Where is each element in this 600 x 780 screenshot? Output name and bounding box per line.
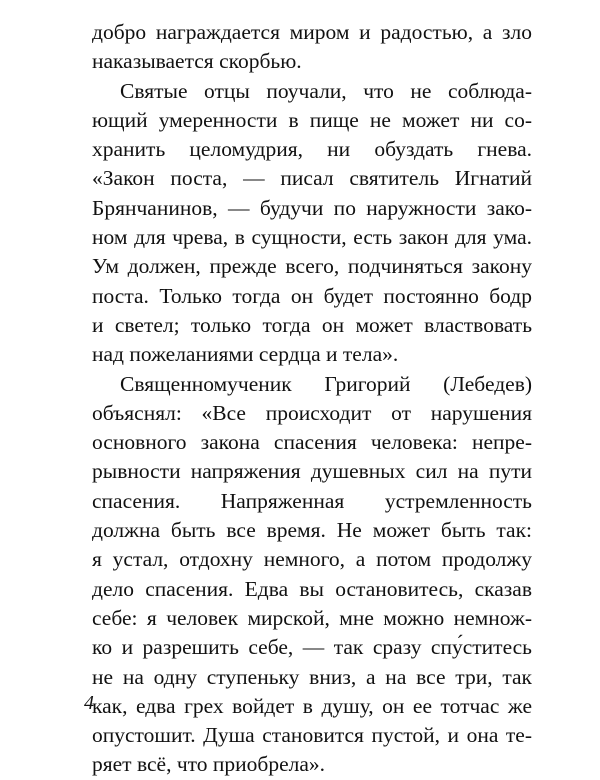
text-line: Брянчанинов, — будучи по наружности зако- [92,195,532,220]
text-line: не на одну ступеньку вниз, а на все три, так [92,664,532,689]
text-line: я устал, отдохну немного, а потом продолжу [92,547,532,572]
text-line: опустошит. Душа становится пустой, и она те- [92,723,532,748]
text-line: как, едва грех войдет в душу, он ее тотчас же [92,693,532,718]
text-line: ко и разрешить себе, — так сразу спу́ститесь [92,635,532,660]
text-line: Ум должен, прежде всего, подчиняться закону [92,254,532,279]
text-line: Святые отцы поучали, что не соблюда- [120,78,532,103]
text-line: «Закон поста, — писал святитель Игнатий [92,166,532,191]
text-line: над пожеланиями сердца и тела». [92,342,399,367]
text-line: основного закона спасения человека: непре- [92,430,532,455]
text-line: добро награждается миром и радостью, а зло [92,20,532,44]
text-line: себе: я человек мирской, мне можно немнож- [92,605,532,630]
page-number: 4 [84,692,94,714]
text-line: дело спасения. Едва вы остановитесь, сказав [92,576,532,601]
text-line: хранить целомудрия, ни обуздать гнева. [92,137,532,162]
text-line: поста. Только тогда он будет постоянно бодр [92,283,532,308]
text-line: спасения. Напряженная устремленность [92,488,532,513]
text-line: должна быть все время. Не может быть так: [92,518,532,543]
text-line: и светел; только тогда он может властвовать [92,312,532,337]
text-line: объяснял: «Все происходит от нарушения [92,400,532,425]
text-line: Священномученик Григорий (Лебедев) [120,371,532,396]
text-line: рывности напряжения душевных сил на пути [92,459,532,484]
text-line: ряет всё, что приобрела». [92,752,326,777]
text-line: ном для чрева, в сущности, есть закон для ума. [92,225,532,250]
text-line: наказывается скорбью. [92,49,302,74]
body-text [92,18,532,780]
text-line: ющий умеренности в пище не может ни со- [92,107,532,132]
